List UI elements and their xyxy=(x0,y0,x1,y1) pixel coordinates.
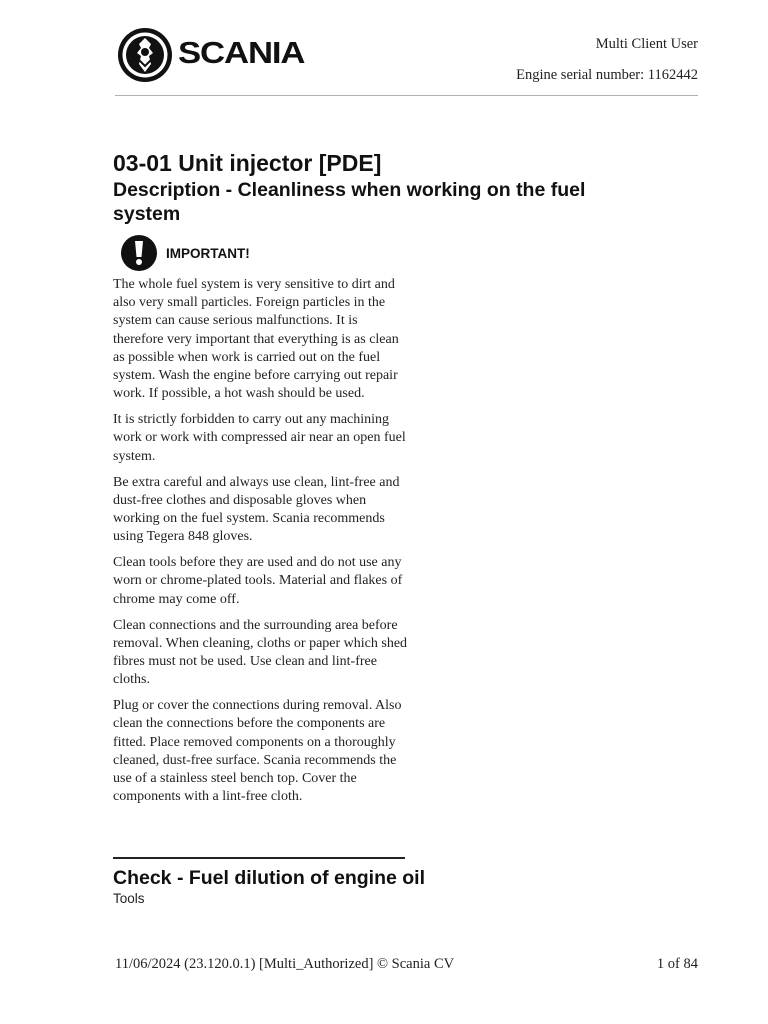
tools-label: Tools xyxy=(113,891,145,906)
document-subtitle: Description - Cleanliness when working on the fuel system xyxy=(113,179,586,225)
paragraph: It is strictly forbidden to carry out any machining work or work with compressed air near an open fuel system. xyxy=(113,412,406,464)
user-name: Multi Client User xyxy=(595,36,698,52)
section-divider xyxy=(113,857,405,859)
paragraph: Clean connections and the surrounding area before removal. When cleaning, cloths or paper which shed fibres must not be used. Use clean and lint-free cloths. xyxy=(113,617,408,688)
important-label: IMPORTANT! xyxy=(166,245,250,261)
paragraph: Be extra careful and always use clean, lint-free and dust-free clothes and disposable gloves when working on the fuel system. Scania recommends using Tegera 848 gloves. xyxy=(113,474,400,545)
scania-logo xyxy=(116,26,324,84)
header-divider xyxy=(115,95,698,96)
document-title: 03-01 Unit injector [PDE] xyxy=(113,150,382,176)
scania-wordmark: SCANIA xyxy=(178,35,305,70)
footer-info: 11/06/2024 (23.120.0.1) [Multi_Authorized] © Scania CV xyxy=(115,956,455,972)
paragraph: The whole fuel system is very sensitive to dirt and also very small particles. Foreign particles in the system can cause serious malfunctions. It is therefore very important that everything is as clean as possible when work is carried out on the fuel system. Wash the engine before carrying out repair work. If possible, a hot wash should be used. xyxy=(113,277,399,402)
body-text xyxy=(113,276,409,814)
engine-serial-number: Engine serial number: 1162442 xyxy=(516,67,698,83)
important-notice xyxy=(121,235,250,271)
griffin-emblem-icon xyxy=(116,26,174,84)
page-number: 1 of 84 xyxy=(656,956,698,972)
section-title: Check - Fuel dilution of engine oil xyxy=(113,867,425,889)
paragraph: Clean tools before they are used and do not use any worn or chrome-plated tools. Material and flakes of chrome may come off. xyxy=(113,555,403,607)
header-info xyxy=(516,29,698,91)
paragraph: Plug or cover the connections during removal. Also clean the connections before the components are fitted. Place removed components on a thoroughly cleaned, dust-free surface. Scania recommends the use of a stainless steel bench top. Cover the components with a lint-free cloth. xyxy=(113,698,402,805)
exclamation-icon xyxy=(121,235,157,271)
